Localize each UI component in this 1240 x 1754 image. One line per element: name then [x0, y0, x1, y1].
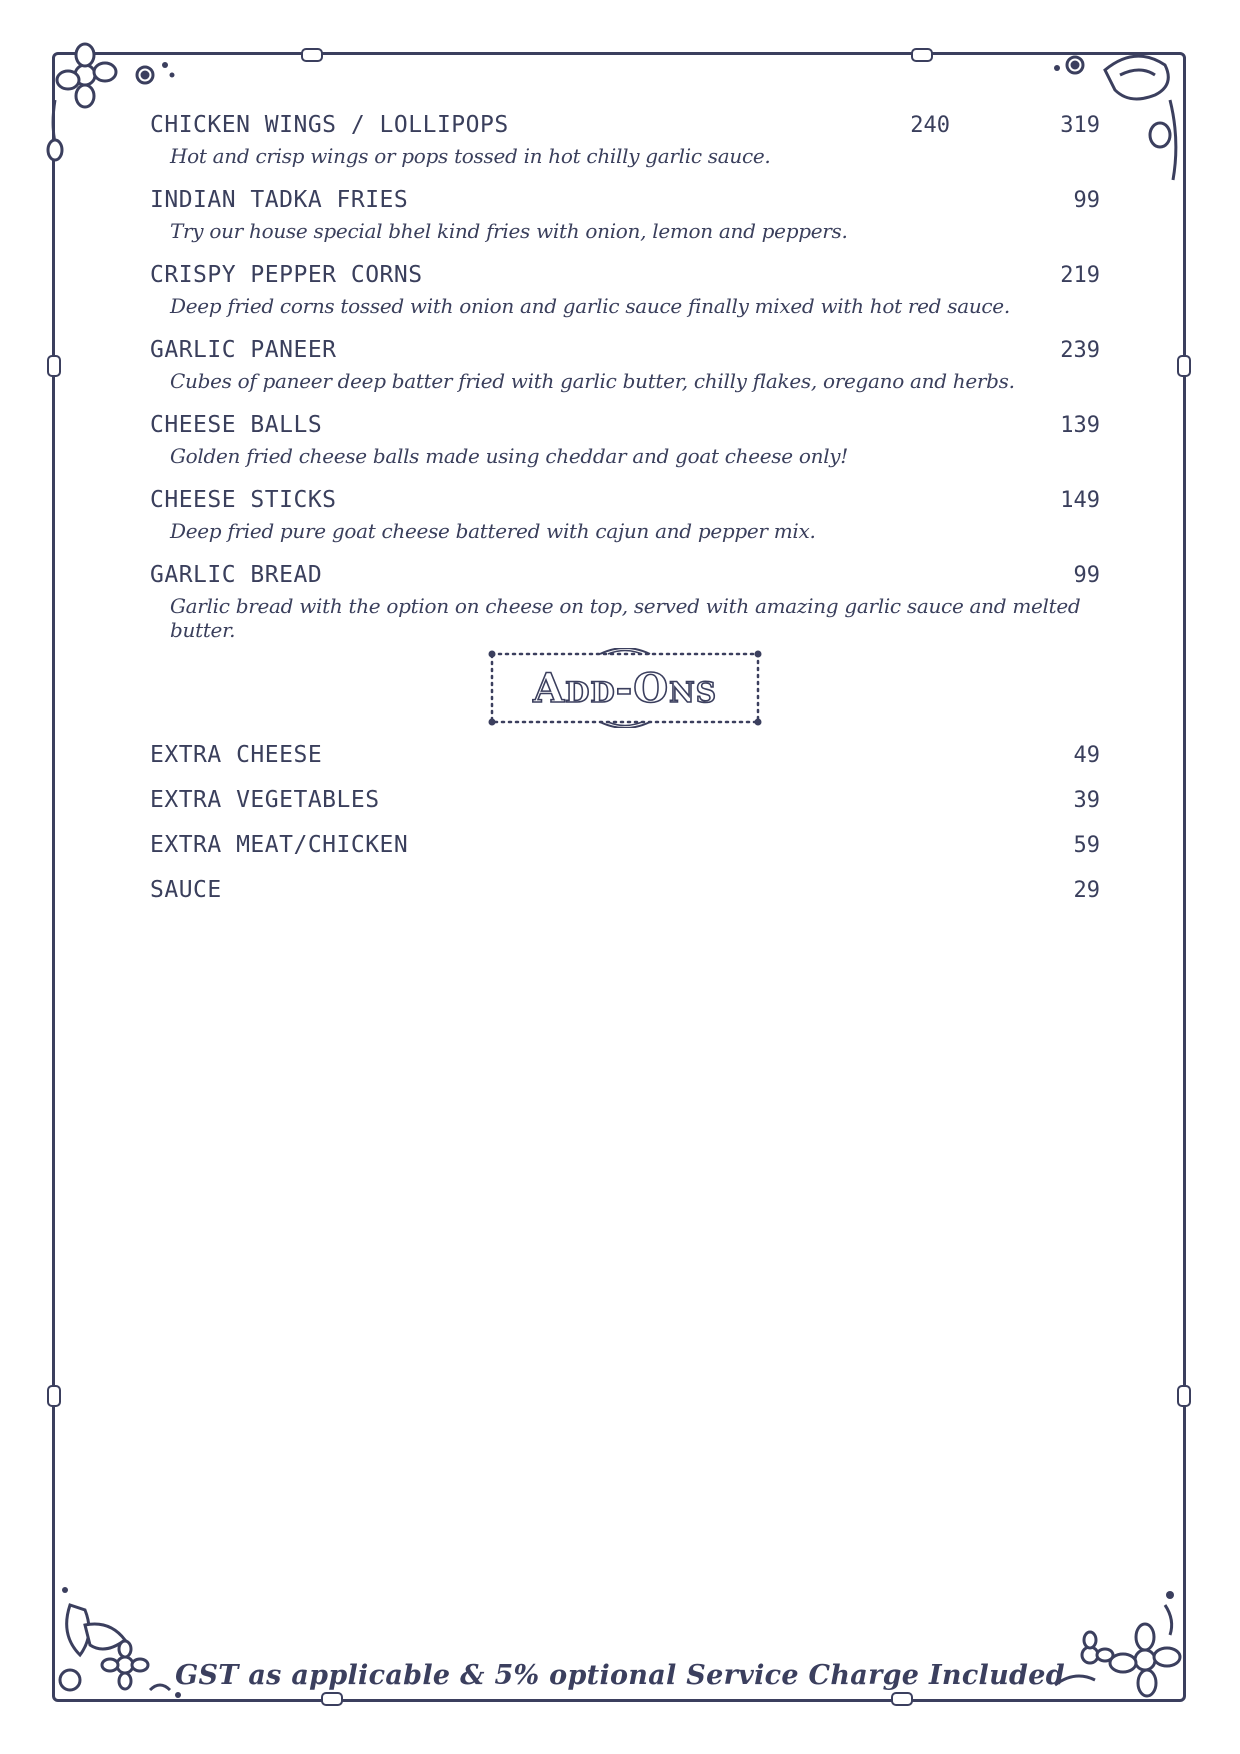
border-knot — [47, 355, 61, 377]
item-description: Cubes of paneer deep batter fried with garlic butter, chilly flakes, oregano and herbs. — [170, 369, 1015, 393]
addon-name: EXTRA CHEESE — [150, 742, 323, 768]
menu-item — [150, 262, 1100, 318]
addon-name: SAUCE — [150, 877, 222, 903]
addon-name: EXTRA VEGETABLES — [150, 787, 380, 813]
addon-price: 39 — [1073, 788, 1100, 813]
menu-item — [150, 187, 1100, 243]
item-name: CHEESE STICKS — [150, 487, 337, 513]
item-name: CHEESE BALLS — [150, 412, 323, 438]
item-description: Hot and crisp wings or pops tossed in hot chilly garlic sauce. — [170, 144, 771, 168]
item-name: CHICKEN WINGS / LOLLIPOPS — [150, 112, 509, 138]
item-price-half: 240 — [910, 113, 950, 138]
item-description: Deep fried corns tossed with onion and garlic sauce finally mixed with hot red sauce. — [170, 294, 1010, 318]
addon-item — [150, 832, 1100, 877]
addon-name: EXTRA MEAT/CHICKEN — [150, 832, 409, 858]
floral-corner-bottom-right-icon — [1045, 1565, 1195, 1715]
footer-note: GST as applicable & 5% optional Service Charge Included — [175, 1660, 1065, 1691]
item-price: 99 — [1073, 563, 1100, 588]
item-description: Deep fried pure goat cheese battered with cajun and pepper mix. — [170, 519, 816, 543]
item-price: 319 — [1060, 113, 1100, 138]
menu-item — [150, 337, 1100, 393]
item-price: 99 — [1073, 188, 1100, 213]
item-description: Try our house special bhel kind fries with onion, lemon and peppers. — [170, 219, 848, 243]
item-price: 149 — [1060, 488, 1100, 513]
menu-item — [150, 112, 1100, 168]
item-price: 139 — [1060, 413, 1100, 438]
border-knot — [1177, 1385, 1191, 1407]
border-knot — [911, 48, 933, 62]
item-name: GARLIC BREAD — [150, 562, 323, 588]
item-description: Golden fried cheese balls made using cheddar and goat cheese only! — [170, 444, 849, 468]
border-knot — [47, 1385, 61, 1407]
addon-item — [150, 742, 1100, 787]
border-knot — [1177, 355, 1191, 377]
menu-item — [150, 487, 1100, 543]
menu-list — [150, 112, 1100, 922]
addon-price: 59 — [1073, 833, 1100, 858]
border-knot — [301, 48, 323, 62]
addon-item — [150, 787, 1100, 832]
addon-price: 49 — [1073, 743, 1100, 768]
menu-item — [150, 412, 1100, 468]
border-knot — [891, 1692, 913, 1706]
item-name: INDIAN TADKA FRIES — [150, 187, 409, 213]
item-price: 219 — [1060, 263, 1100, 288]
addon-price: 29 — [1073, 878, 1100, 903]
section-header-addons — [488, 648, 762, 728]
item-name: CRISPY PEPPER CORNS — [150, 262, 423, 288]
section-title: Add-Ons — [533, 664, 717, 712]
item-price: 239 — [1060, 338, 1100, 363]
floral-corner-bottom-left-icon — [40, 1565, 190, 1715]
border-knot — [321, 1692, 343, 1706]
addon-item — [150, 877, 1100, 922]
item-name: GARLIC PANEER — [150, 337, 337, 363]
menu-item — [150, 562, 1100, 642]
item-description: Garlic bread with the option on cheese on top, served with amazing garlic sauce and melted butter. — [170, 594, 1081, 642]
